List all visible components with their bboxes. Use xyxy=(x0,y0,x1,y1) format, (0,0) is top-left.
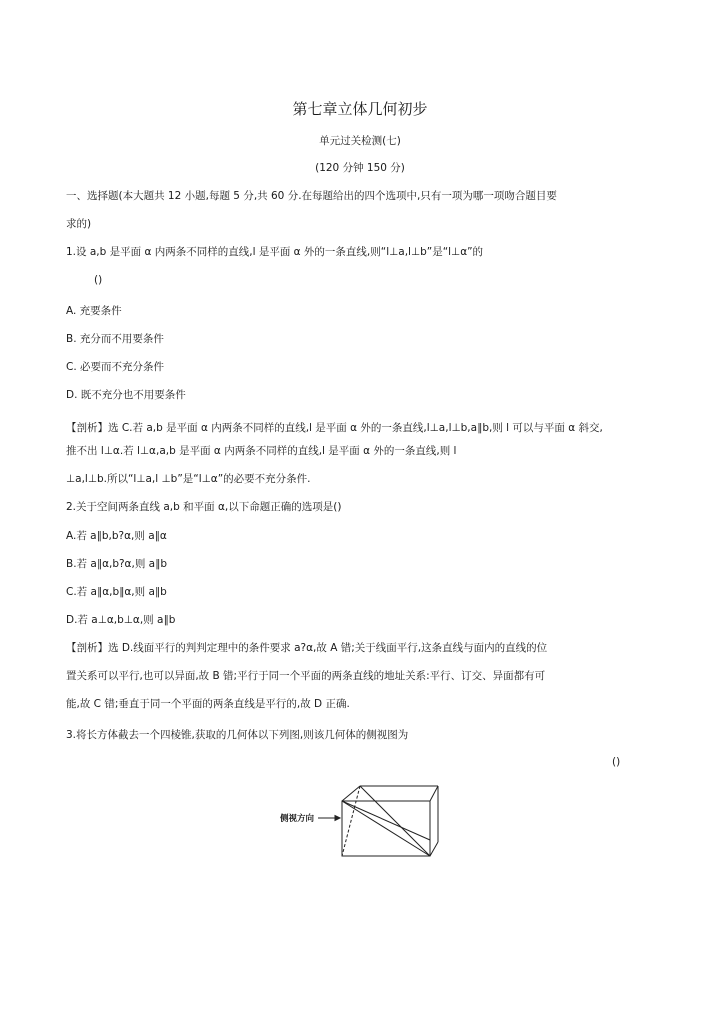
view-arrow-head xyxy=(335,816,340,821)
q2-analysis-line3: 能,故 C 错;垂直于同一个平面的两条直线是平行的,故 D 正确. xyxy=(66,698,350,710)
q1-analysis-line3: ⊥a,l⊥b.所以“l⊥a,l ⊥b”是“l⊥α”的必要不充分条件. xyxy=(66,473,311,485)
time-score: (120 分钟 150 分) xyxy=(315,162,405,174)
cuboid-diagram xyxy=(280,780,450,860)
hidden-line xyxy=(342,786,360,856)
q2-option-b: B.若 a∥α,b?α,则 a∥b xyxy=(66,558,168,570)
q1-analysis-line2: 推不出 l⊥α.若 l⊥α,a,b 是平面 α 内两条不同样的直线,l 是平面 α 外的一条直线,则 l xyxy=(66,445,457,457)
q1-option-a: A. 充要条件 xyxy=(66,305,122,317)
page-title: 第七章立体几何初步 xyxy=(292,100,428,118)
cut-line-1 xyxy=(342,801,430,856)
q2-stem: 2.关于空间两条直线 a,b 和平面 α,以下命题正确的选项是() xyxy=(66,501,342,513)
page-subtitle: 单元过关检测(七) xyxy=(319,135,401,147)
section-heading-line1: 一、选择题(本大题共 12 小题,每题 5 分,共 60 分.在每题给出的四个选项中,只有一项为哪一项吻合题目要 xyxy=(66,190,557,202)
q2-option-a: A.若 a∥b,b?α,则 a∥α xyxy=(66,530,167,542)
cut-line-2 xyxy=(360,786,430,856)
top-right-edge xyxy=(430,786,438,801)
q1-option-b: B. 充分而不用要条件 xyxy=(66,333,164,345)
q2-option-d: D.若 a⊥α,b⊥α,则 a∥b xyxy=(66,614,176,626)
q1-stem: 1.设 a,b 是平面 α 内两条不同样的直线,l 是平面 α 外的一条直线,则“l⊥a,l⊥b”是“l⊥α”的 xyxy=(66,246,484,258)
q2-analysis-line2: 置关系可以平行,也可以异面,故 B 错;平行于同一个平面的两条直线的地址关系:平行、订交、异面都有可 xyxy=(66,670,546,682)
q3-stem: 3.将长方体截去一个四棱锥,获取的几何体以下列图,则该几何体的侧视图为 xyxy=(66,729,409,741)
q3-figure xyxy=(280,780,450,860)
q1-analysis-line1: 【剖析】选 C.若 a,b 是平面 α 内两条不同样的直线,l 是平面 α 外的一条直线,l⊥a,l⊥b,a∥b,则 l 可以与平面 α 斜交, xyxy=(66,422,603,434)
q2-option-c: C.若 a∥α,b∥α,则 a∥b xyxy=(66,586,167,598)
cut-line-3 xyxy=(342,801,430,840)
right-bottom-edge xyxy=(430,842,438,856)
top-left-edge xyxy=(342,786,360,801)
q1-option-c: C. 必要而不充分条件 xyxy=(66,361,165,373)
section-heading-line2: 求的) xyxy=(66,218,92,230)
q3-paren: () xyxy=(612,756,621,768)
figure-label: 侧视方向 xyxy=(280,814,315,824)
q1-paren: () xyxy=(94,274,103,286)
q1-option-d: D. 既不充分也不用要条件 xyxy=(66,389,186,401)
q2-analysis-line1: 【剖析】选 D.线面平行的判判定理中的条件要求 a?α,故 A 错;关于线面平行,这条直线与面内的直线的位 xyxy=(66,642,548,654)
